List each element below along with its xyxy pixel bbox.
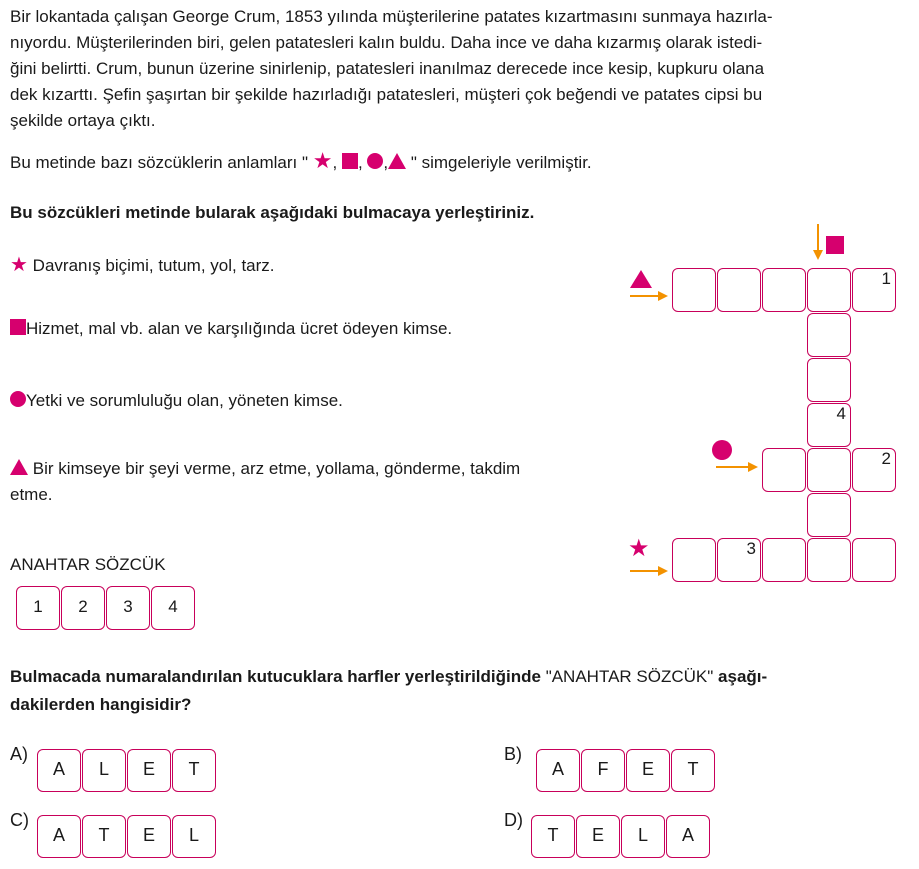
star-icon: ★ [628, 535, 650, 562]
circle-icon [10, 391, 26, 407]
cell-number: 2 [881, 449, 891, 468]
square-icon [826, 236, 844, 254]
triangle-icon [630, 270, 652, 288]
passage-line: ğini belirtti. Crum, bunun üzerine sinirlenip, patatesleri inanılmaz derecede ince kesip, kupkuru olana [10, 59, 765, 78]
puzzle-cell-1[interactable] [852, 268, 896, 312]
triangle-icon [388, 153, 406, 169]
arrow-icon [716, 460, 760, 474]
option-letter: A [37, 749, 81, 792]
cell-number: 1 [881, 269, 891, 288]
puzzle-cell[interactable] [807, 448, 851, 492]
option-letter: E [127, 815, 171, 858]
puzzle-cell[interactable] [807, 268, 851, 312]
passage-line: dek kızarttı. Şefin şaşırtan bir şekilde hazırladığı patatesleri, müşteri çok beğendi ve patates cipsi bu [10, 85, 763, 104]
square-icon [342, 153, 358, 169]
option-letter: A [37, 815, 81, 858]
circle-icon [367, 153, 383, 169]
option-label: C) [10, 810, 29, 830]
puzzle-cell[interactable] [762, 268, 806, 312]
option-label: D) [504, 810, 523, 830]
puzzle-cell[interactable] [717, 268, 761, 312]
question-bold-end: aşağı- [718, 667, 768, 686]
key-cell: 3 [106, 586, 150, 630]
clue-square [10, 316, 452, 342]
option-letter: A [666, 815, 710, 858]
puzzle-cell[interactable] [762, 538, 806, 582]
arrow-icon [630, 564, 670, 578]
cell-number: 4 [836, 404, 846, 423]
option-letter: L [172, 815, 216, 858]
circle-icon [712, 440, 732, 460]
puzzle-cell[interactable] [807, 358, 851, 402]
symbols-intro-before: Bu metinde bazı sözcüklerin anlamları " [10, 153, 309, 172]
question-line-2: dakilerden hangisidir? [10, 695, 192, 714]
puzzle-cell-2[interactable] [852, 448, 896, 492]
cell-number: 3 [746, 539, 756, 558]
option-label: A) [10, 744, 28, 764]
square-icon [10, 319, 26, 335]
option-letter: T [531, 815, 575, 858]
key-cell: 2 [61, 586, 105, 630]
star-icon: ★ [312, 148, 333, 173]
passage-line: Bir lokantada çalışan George Crum, 1853 yılında müşterilerine patates kızartmasını sunmaya hazırla- [10, 7, 773, 26]
star-icon: ★ [10, 254, 28, 276]
puzzle-cell[interactable] [807, 313, 851, 357]
clue-square-text: Hizmet, mal vb. alan ve karşılığında ücret ödeyen kimse. [26, 319, 453, 338]
option-letter: L [621, 815, 665, 858]
clue-circle [10, 388, 343, 414]
key-word-title: ANAHTAR SÖZCÜK [10, 555, 166, 574]
option-letter: L [82, 749, 126, 792]
puzzle-cell[interactable] [807, 538, 851, 582]
triangle-icon [10, 459, 28, 475]
question-key: "ANAHTAR SÖZCÜK" [545, 667, 714, 686]
option-letter: E [127, 749, 171, 792]
symbols-intro: Bu metinde bazı sözcüklerin anlamları " ★, , , " simgeleriyle verilmiştir. [10, 148, 592, 173]
puzzle-cell[interactable] [852, 538, 896, 582]
option-label: B) [504, 744, 522, 764]
clue-circle-text: Yetki ve sorumluluğu olan, yöneten kimse. [26, 391, 343, 410]
question-line-1 [10, 664, 910, 690]
puzzle-cell[interactable] [762, 448, 806, 492]
option-letter: A [536, 749, 580, 792]
arrow-icon [630, 289, 670, 303]
puzzle-cell[interactable] [672, 538, 716, 582]
clue-triangle [10, 456, 520, 482]
option-letter: E [576, 815, 620, 858]
clue-star [10, 252, 275, 279]
puzzle-cell[interactable] [807, 493, 851, 537]
key-cell: 4 [151, 586, 195, 630]
option-letter: T [82, 815, 126, 858]
puzzle-cell-4[interactable] [807, 403, 851, 447]
option-letter: F [581, 749, 625, 792]
passage-line: nıyordu. Müşterilerinden biri, gelen patatesleri kalın buldu. Daha ince ve daha kızarmış olarak istedi- [10, 33, 763, 52]
key-cell: 1 [16, 586, 60, 630]
clue-star-text: Davranış biçimi, tutum, yol, tarz. [32, 256, 275, 275]
clue-triangle-text: Bir kimseye bir şeyi verme, arz etme, yollama, gönderme, takdim [32, 459, 521, 478]
option-letter: T [671, 749, 715, 792]
puzzle-cell-3[interactable] [717, 538, 761, 582]
symbols-intro-after: " simgeleriyle verilmiştir. [410, 153, 592, 172]
option-letter: E [626, 749, 670, 792]
puzzle-cell[interactable] [672, 268, 716, 312]
clue-triangle-cont: etme. [10, 485, 53, 504]
passage-line: şekilde ortaya çıktı. [10, 111, 156, 130]
instruction: Bu sözcükleri metinde bularak aşağıdaki bulmacaya yerleştiriniz. [10, 203, 535, 222]
question-bold: Bulmacada numaralandırılan kutucuklara harfler yerleştirildiğinde [10, 667, 541, 686]
option-letter: T [172, 749, 216, 792]
